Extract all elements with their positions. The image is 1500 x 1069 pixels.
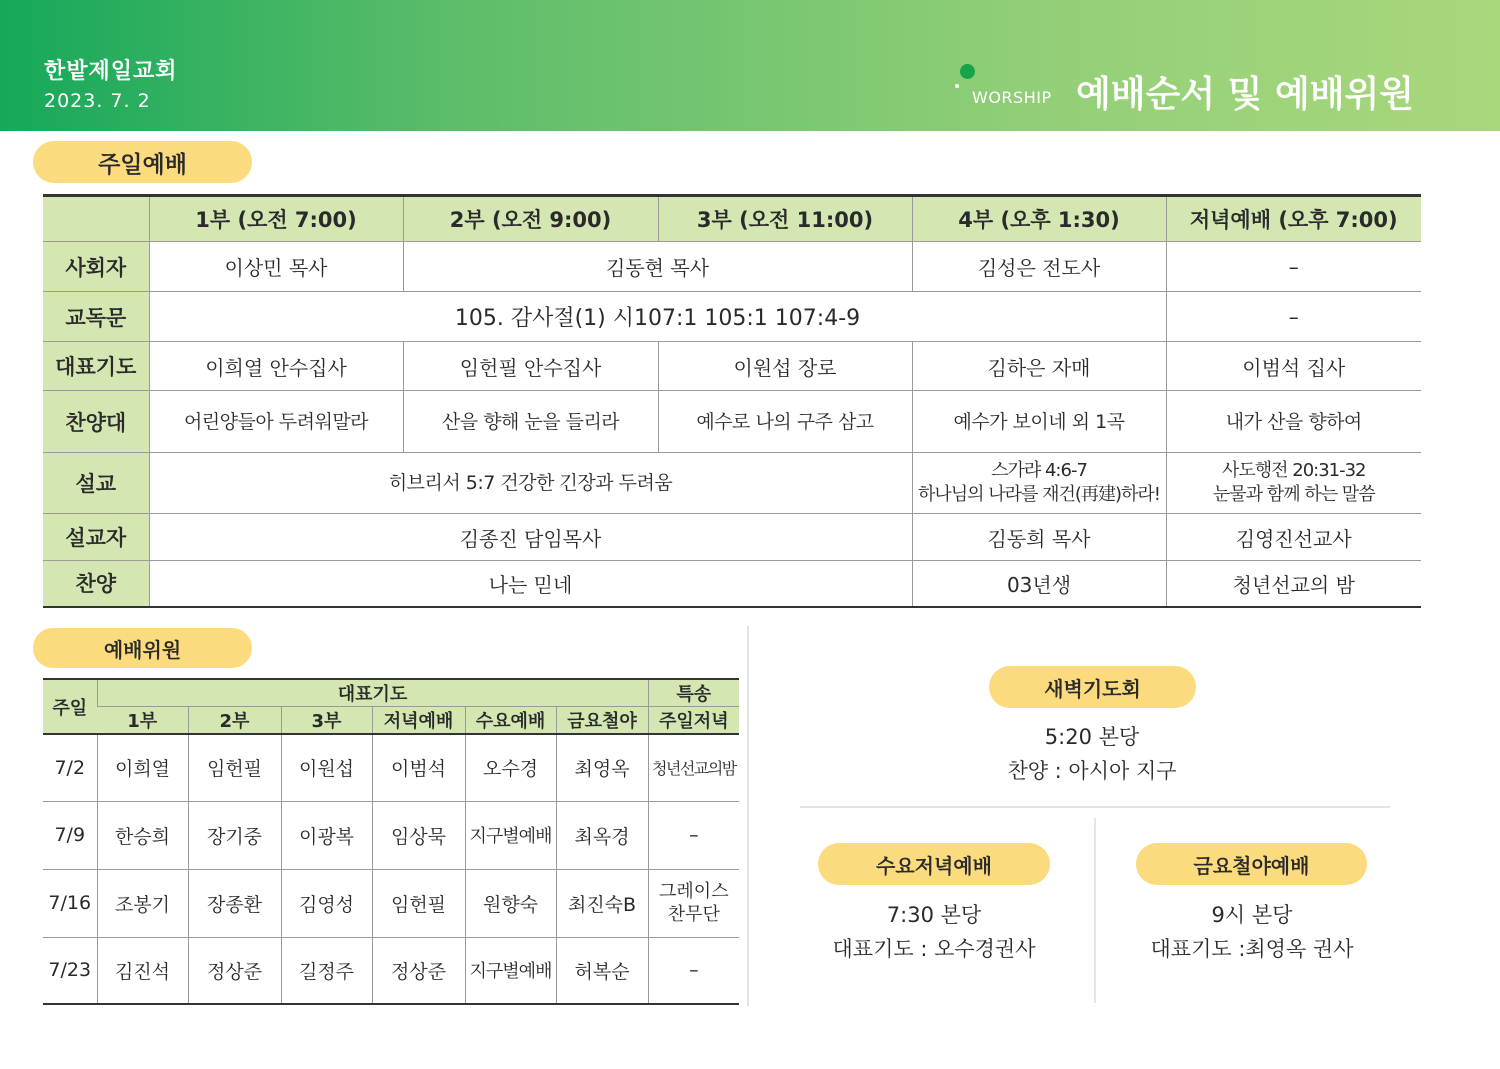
- table-cell: 이희열 안수집사: [149, 342, 403, 391]
- table-cell: –: [648, 801, 739, 869]
- table-row: [43, 561, 1421, 607]
- table-cell: 임헌필: [188, 734, 281, 801]
- section-label-sunday: 주일예배: [33, 141, 252, 183]
- vertical-divider: [1094, 818, 1096, 1003]
- section-label-dawn: 새벽기도회: [989, 666, 1196, 708]
- horizontal-divider: [800, 806, 1390, 808]
- table-cell: 어린양들아 두려워말라: [149, 391, 403, 453]
- table-cell: 원향숙: [465, 869, 556, 937]
- table-row: [43, 292, 1421, 342]
- table-cell: 이범석 집사: [1166, 342, 1421, 391]
- table-row: [43, 342, 1421, 391]
- table-cell: 장기중: [188, 801, 281, 869]
- table-row: [43, 242, 1421, 292]
- table-cell: 내가 산을 향하여: [1166, 391, 1421, 453]
- table-cell: 이희열: [97, 734, 188, 801]
- sermon-line: 하나님의 나라를 재건(再建)하라!: [918, 484, 1160, 505]
- sermon-line: 눈물과 함께 하는 말씀: [1212, 484, 1375, 505]
- table-cell: 김영진선교사: [1166, 514, 1421, 561]
- table-cell: 김성은 전도사: [912, 242, 1166, 292]
- header-cell: 금요철야: [556, 707, 648, 735]
- table-cell: 히브리서 5:7 건강한 긴장과 두려움: [149, 453, 912, 514]
- table-cell: 산을 향해 눈을 들리라: [403, 391, 658, 453]
- table-cell: 김종진 담임목사: [149, 514, 912, 561]
- section-label-committee: 예배위원: [33, 628, 252, 668]
- table-row: [43, 514, 1421, 561]
- table-cell: 예수가 보이네 외 1곡: [912, 391, 1166, 453]
- dawn-info: [942, 720, 1242, 788]
- table-cell: 청년선교의 밤: [1166, 561, 1421, 607]
- table-cell: 그레이스 찬무단: [648, 869, 739, 937]
- table-cell: 지구별예배: [465, 801, 556, 869]
- table-header-row: [43, 196, 1421, 242]
- page-title: 예배순서 및 예배위원: [1076, 74, 1415, 115]
- header-cell: 4부 (오후 1:30): [912, 196, 1166, 242]
- church-name: 한밭제일교회: [44, 59, 178, 84]
- table-cell: [1166, 453, 1421, 514]
- sermon-line: 사도행전 20:31-32: [1221, 460, 1366, 481]
- table-cell: 최영옥: [556, 734, 648, 801]
- sermon-line: 스가랴 4:6-7: [991, 460, 1087, 481]
- table-row: [43, 801, 739, 869]
- table-cell: –: [1166, 242, 1421, 292]
- table-cell: –: [648, 937, 739, 1004]
- sunday-schedule-table: [43, 194, 1421, 608]
- header-cell: [43, 196, 149, 242]
- table-cell: 임헌필 안수집사: [403, 342, 658, 391]
- table-row: [43, 937, 739, 1004]
- table-cell: 이원섭 장로: [658, 342, 912, 391]
- table-cell: 임헌필: [372, 869, 465, 937]
- row-label: 설교: [43, 453, 149, 514]
- info-line: 찬양 : 아시아 지구: [1007, 759, 1177, 783]
- table-row: [43, 453, 1421, 514]
- header-cell: 2부 (오전 9:00): [403, 196, 658, 242]
- header-cell: 1부: [97, 707, 188, 735]
- committee-table: [43, 678, 739, 1005]
- row-label: 사회자: [43, 242, 149, 292]
- table-cell: 길정주: [281, 937, 372, 1004]
- bulletin-date: 2023. 7. 2: [44, 90, 151, 112]
- table-cell: 나는 믿네: [149, 561, 912, 607]
- table-row: [43, 734, 739, 801]
- table-cell: 지구별예배: [465, 937, 556, 1004]
- row-label: 대표기도: [43, 342, 149, 391]
- row-label: 교독문: [43, 292, 149, 342]
- row-date: 7/9: [43, 801, 97, 869]
- table-cell: 김진석: [97, 937, 188, 1004]
- table-cell: 한승희: [97, 801, 188, 869]
- table-cell: 정상준: [188, 937, 281, 1004]
- table-cell: 장종환: [188, 869, 281, 937]
- table-cell: 이상민 목사: [149, 242, 403, 292]
- wednesday-info: [784, 898, 1084, 966]
- table-cell: 허복순: [556, 937, 648, 1004]
- header-cell: 저녁예배 (오후 7:00): [1166, 196, 1421, 242]
- table-cell: 오수경: [465, 734, 556, 801]
- table-header-row: [43, 679, 739, 707]
- table-cell: 03년생: [912, 561, 1166, 607]
- header-cell: 1부 (오전 7:00): [149, 196, 403, 242]
- table-cell: 정상준: [372, 937, 465, 1004]
- header-cell: 수요예배: [465, 707, 556, 735]
- row-date: 7/23: [43, 937, 97, 1004]
- table-cell: 이광복: [281, 801, 372, 869]
- table-cell: [912, 453, 1166, 514]
- table-cell: 최옥경: [556, 801, 648, 869]
- table-cell: 105. 감사절(1) 시107:1 105:1 107:4-9: [149, 292, 1166, 342]
- table-header-row: [43, 707, 739, 735]
- header-banner: [0, 0, 1500, 131]
- row-label: 설교자: [43, 514, 149, 561]
- row-label: 찬양대: [43, 391, 149, 453]
- table-cell: 최진숙B: [556, 869, 648, 937]
- row-date: 7/16: [43, 869, 97, 937]
- info-line: 대표기도 : 오수경권사: [832, 937, 1036, 961]
- info-line: 9시 본당: [1211, 903, 1293, 927]
- header-cell: 3부: [281, 707, 372, 735]
- header-cell: 저녁예배: [372, 707, 465, 735]
- table-cell: –: [1166, 292, 1421, 342]
- row-label: 찬양: [43, 561, 149, 607]
- table-cell: 임상묵: [372, 801, 465, 869]
- header-cell: 특송: [648, 679, 739, 707]
- info-line: 7:30 본당: [886, 903, 982, 927]
- green-dot-icon: [960, 64, 975, 79]
- friday-info: [1102, 898, 1402, 966]
- info-line: 5:20 본당: [1044, 725, 1140, 749]
- table-row: [43, 391, 1421, 453]
- table-cell: 예수로 나의 구주 삼고: [658, 391, 912, 453]
- table-cell: 김하은 자매: [912, 342, 1166, 391]
- section-label-friday: 금요철야예배: [1136, 843, 1367, 885]
- table-cell: 조봉기: [97, 869, 188, 937]
- vertical-divider: [747, 626, 749, 1006]
- worship-label: WORSHIP: [972, 88, 1052, 107]
- table-cell: 김동현 목사: [403, 242, 912, 292]
- header-cell: 주일저녁: [648, 707, 739, 735]
- table-cell: 김영성: [281, 869, 372, 937]
- header-cell: 대표기도: [97, 679, 648, 707]
- table-cell: 김동희 목사: [912, 514, 1166, 561]
- header-cell: 3부 (오전 11:00): [658, 196, 912, 242]
- white-dot-icon: [955, 84, 959, 88]
- section-label-wednesday: 수요저녁예배: [818, 843, 1050, 885]
- table-cell: 이범석: [372, 734, 465, 801]
- row-date: 7/2: [43, 734, 97, 801]
- info-line: 대표기도 :최영옥 권사: [1150, 937, 1354, 961]
- table-cell: 이원섭: [281, 734, 372, 801]
- table-row: [43, 869, 739, 937]
- table-cell: 청년선교의밤: [648, 734, 739, 801]
- header-cell: 주일: [43, 679, 97, 734]
- header-cell: 2부: [188, 707, 281, 735]
